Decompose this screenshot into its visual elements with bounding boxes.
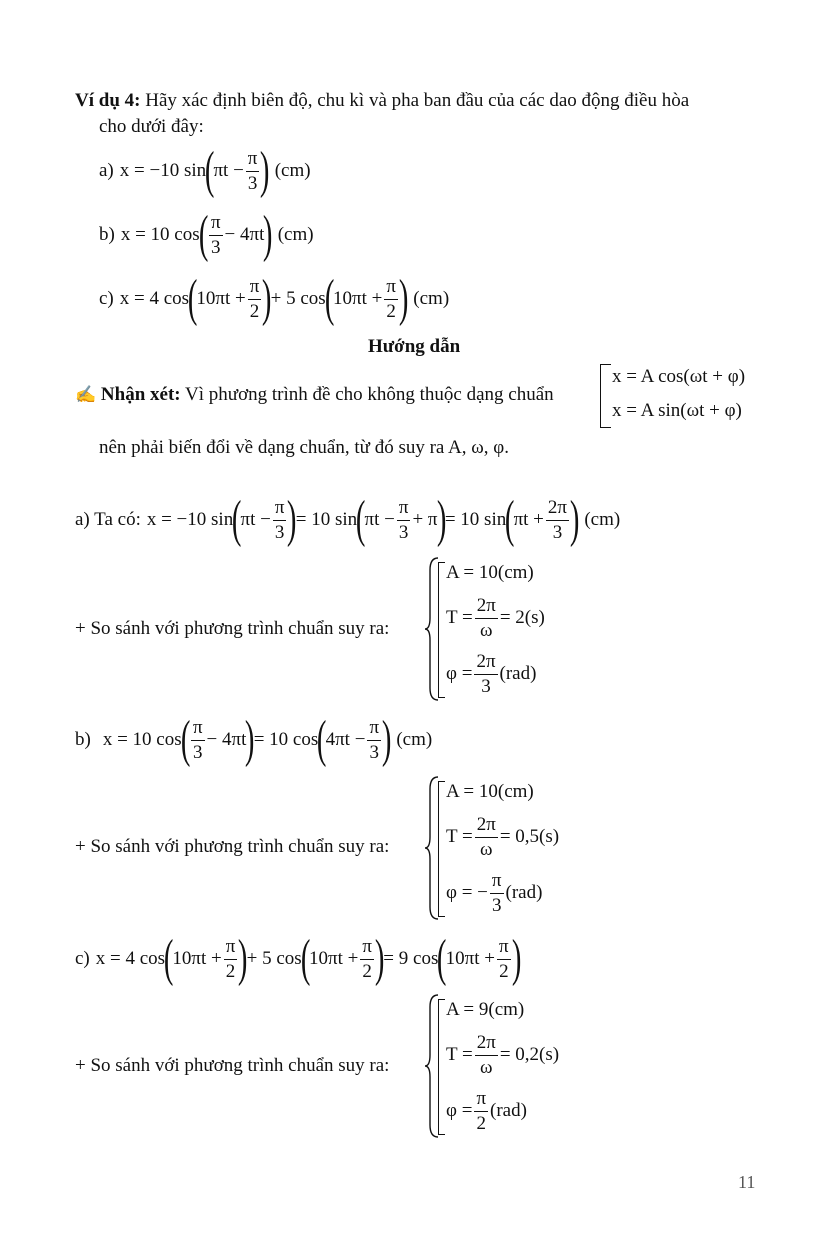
- solution-b-intro: b): [75, 729, 91, 750]
- inner-bracket-b: [438, 781, 445, 917]
- equation-c: c) x = 4 cos ( 10πt + $\frac{\pi}{2}$ ) + 5 cos ( 10πt + $\frac{\pi}{2}$ ) (cm): [99, 270, 450, 327]
- compare-b: + So sánh với phương trình chuẩn suy ra:: [75, 836, 390, 857]
- system-a: A = 10(cm) T = $\frac{2\pi}{\omega}$ = 2(s) φ = $\frac{2\pi}{3}$ (rad): [424, 556, 624, 702]
- label-c: c): [99, 288, 114, 309]
- compare-a: + So sánh với phương trình chuẩn suy ra:: [75, 618, 390, 639]
- b-period: = 0,5(s): [499, 826, 560, 848]
- remark-text: Vì phương trình đề cho không thuộc dạng chuẩn: [185, 384, 554, 405]
- solution-a-intro: a) Ta có:: [75, 509, 141, 530]
- example-heading-line: [75, 90, 689, 112]
- c-phase-unit: (rad): [490, 1100, 527, 1122]
- a-period: = 2(s): [499, 607, 545, 629]
- solution-a-transform: a) Ta có: x = −10 sin ( πt − $\frac{\pi}{3}$ ) = 10 sin ( πt − $\frac{\pi}{3}$ + π ) = 10 sin ( πt + $\frac{2\pi}{3}$ ) (cm): [75, 491, 621, 548]
- equation-b: b) x = 10 cos ( $\frac{\pi}{3}$ − 4πt ) (cm): [99, 206, 314, 263]
- b-amplitude: A = 10(cm): [446, 781, 534, 802]
- pencil-icon: ✍: [75, 385, 97, 404]
- label-a: a): [99, 160, 114, 181]
- unit-cm: (cm): [396, 729, 433, 750]
- remark-text-line2: nên phải biến đổi về dạng chuẩn, từ đó suy ra A, ω, φ.: [99, 437, 509, 458]
- system-c: A = 9(cm) T = $\frac{2\pi}{\omega}$ = 0,2(s) φ = $\frac{\pi}{2}$ (rad): [424, 993, 624, 1139]
- remark-label: Nhận xét:: [100, 384, 181, 405]
- inner-bracket-a: [438, 562, 445, 698]
- solution-c-intro: c): [75, 948, 90, 969]
- page-number: 11: [738, 1172, 756, 1192]
- standard-sin: x = A sin(ωt + φ): [612, 400, 742, 421]
- solution-c-transform: c) x = 4 cos ( 10πt + $\frac{\pi}{2}$ ) + 5 cos ( 10πt + $\frac{\pi}{2}$ ) = 9 cos ( 10πt + $\frac{\pi}{2}$ ): [75, 930, 522, 987]
- unit-cm: (cm): [274, 160, 311, 181]
- b-phase-unit: (rad): [505, 882, 543, 904]
- a-amplitude: A = 10(cm): [446, 562, 534, 583]
- compare-c: + So sánh với phương trình chuẩn suy ra:: [75, 1055, 390, 1076]
- example-heading: Ví dụ 4:: [75, 90, 141, 111]
- remark-line: [75, 384, 554, 406]
- example-text-line2: cho dưới đây:: [99, 116, 204, 137]
- label-b: b): [99, 224, 115, 245]
- a-phase-unit: (rad): [499, 663, 537, 685]
- unit-cm: (cm): [277, 224, 314, 245]
- inner-bracket-c: [438, 999, 445, 1135]
- standard-cos: x = A cos(ωt + φ): [612, 366, 746, 387]
- c-period: = 0,2(s): [499, 1044, 560, 1066]
- c-amplitude: A = 9(cm): [446, 999, 525, 1020]
- equation-a: a) x = −10 sin ( πt − $\frac{\pi}{3}$ ) (cm): [99, 142, 311, 199]
- guide-title: Hướng dẫn: [368, 336, 461, 357]
- system-b: A = 10(cm) T = $\frac{2\pi}{\omega}$ = 0,5(s) φ = − $\frac{\pi}{3}$ (rad): [424, 775, 624, 921]
- solution-b-transform: b) x = 10 cos ( $\frac{\pi}{3}$ − 4πt ) = 10 cos ( 4πt − $\frac{\pi}{3}$ ) (cm): [75, 711, 433, 768]
- example-text-line1: Hãy xác định biên độ, chu kì và pha ban đầu của các dao động điều hòa: [145, 90, 690, 111]
- standard-form-bracket: [600, 364, 611, 428]
- unit-cm: (cm): [413, 288, 450, 309]
- unit-cm: (cm): [584, 509, 621, 530]
